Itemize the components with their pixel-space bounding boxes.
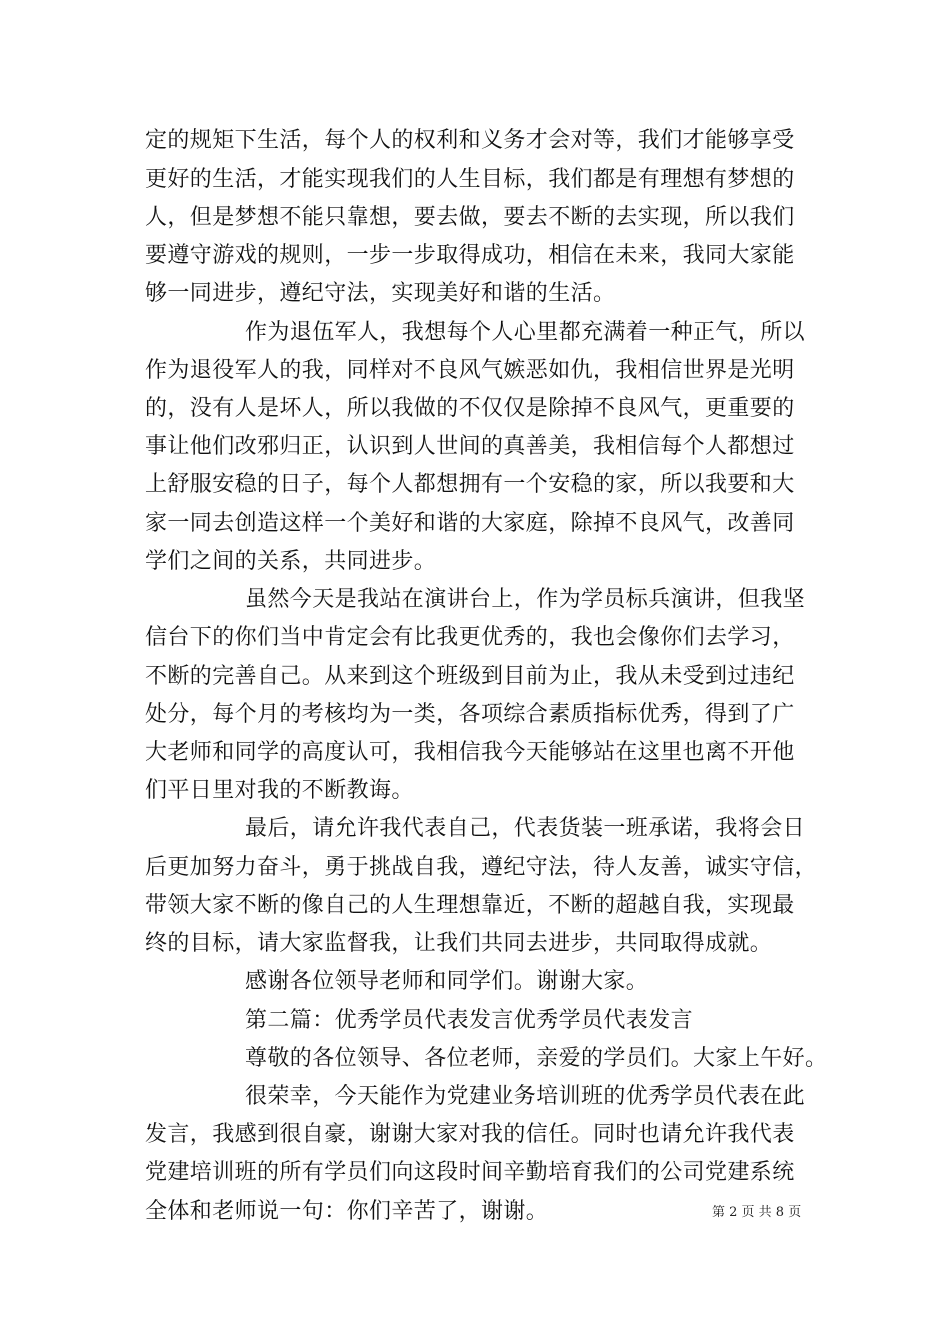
text-line: 人，但是梦想不能只靠想，要去做，要去不断的去实现，所以我们 [145, 205, 795, 230]
text-line: 更好的生活，才能实现我们的人生目标，我们都是有理想有梦想的 [145, 167, 795, 192]
page-number: 第 2 页 共 8 页 [712, 1205, 802, 1220]
text-line: 处分，每个月的考核均为一类，各项综合素质指标优秀，得到了广 [145, 702, 795, 727]
text-line: 全体和老师说一句：你们辛苦了，谢谢。 [145, 1199, 549, 1224]
text-line: 后更加努力奋斗，勇于挑战自我，遵纪守法，待人友善，诚实守信， [145, 855, 818, 880]
greeting-line: 尊敬的各位领导、各位老师，亲爱的学员们。大家上午好。 [245, 1046, 828, 1071]
text-line: 不断的完善自己。从来到这个班级到目前为止，我从未受到过违纪 [145, 664, 795, 689]
text-line: 带领大家不断的像自己的人生理想靠近，不断的超越自我，实现最 [145, 893, 795, 918]
text-line: 家一同去创造这样一个美好和谐的大家庭，除掉不良风气，改善同 [145, 511, 795, 536]
section-heading: 第二篇：优秀学员代表发言优秀学员代表发言 [245, 1008, 694, 1033]
text-line: 终的目标，请大家监督我，让我们共同去进步，共同取得成就。 [145, 931, 773, 956]
text-line: 信台下的你们当中肯定会有比我更优秀的，我也会像你们去学习， [145, 625, 795, 650]
paragraph-start: 虽然今天是我站在演讲台上，作为学员标兵演讲，但我坚 [245, 587, 806, 612]
text-line: 够一同进步，遵纪守法，实现美好和谐的生活。 [145, 281, 616, 306]
thanks-line: 感谢各位领导老师和同学们。谢谢大家。 [245, 969, 649, 994]
text-line: 定的规矩下生活，每个人的权利和义务才会对等，我们才能够享受 [145, 128, 795, 153]
paragraph-start: 很荣幸，今天能作为党建业务培训班的优秀学员代表在此 [245, 1084, 806, 1109]
text-line: 事让他们改邪归正，认识到人世间的真善美，我相信每个人都想过 [145, 434, 795, 459]
text-line: 作为退役军人的我，同样对不良风气嫉恶如仇，我相信世界是光明 [145, 358, 795, 383]
text-line: 学们之间的关系，共同进步。 [145, 549, 437, 574]
text-line: 们平日里对我的不断教诲。 [145, 778, 414, 803]
text-line: 的，没有人是坏人，所以我做的不仅仅是除掉不良风气，更重要的 [145, 396, 795, 421]
text-line: 要遵守游戏的规则，一步一步取得成功，相信在未来，我同大家能 [145, 243, 795, 268]
text-line: 发言，我感到很自豪，谢谢大家对我的信任。同时也请允许我代表 [145, 1122, 795, 1147]
paragraph-start: 作为退伍军人，我想每个人心里都充满着一种正气，所以 [245, 320, 806, 345]
paragraph-start: 最后，请允许我代表自己，代表货装一班承诺，我将会日 [245, 816, 806, 841]
text-line: 大老师和同学的高度认可，我相信我今天能够站在这里也离不开他 [145, 740, 795, 765]
text-line: 上舒服安稳的日子，每个人都想拥有一个安稳的家，所以我要和大 [145, 472, 795, 497]
text-line: 党建培训班的所有学员们向这段时间辛勤培育我们的公司党建系统 [145, 1160, 795, 1185]
